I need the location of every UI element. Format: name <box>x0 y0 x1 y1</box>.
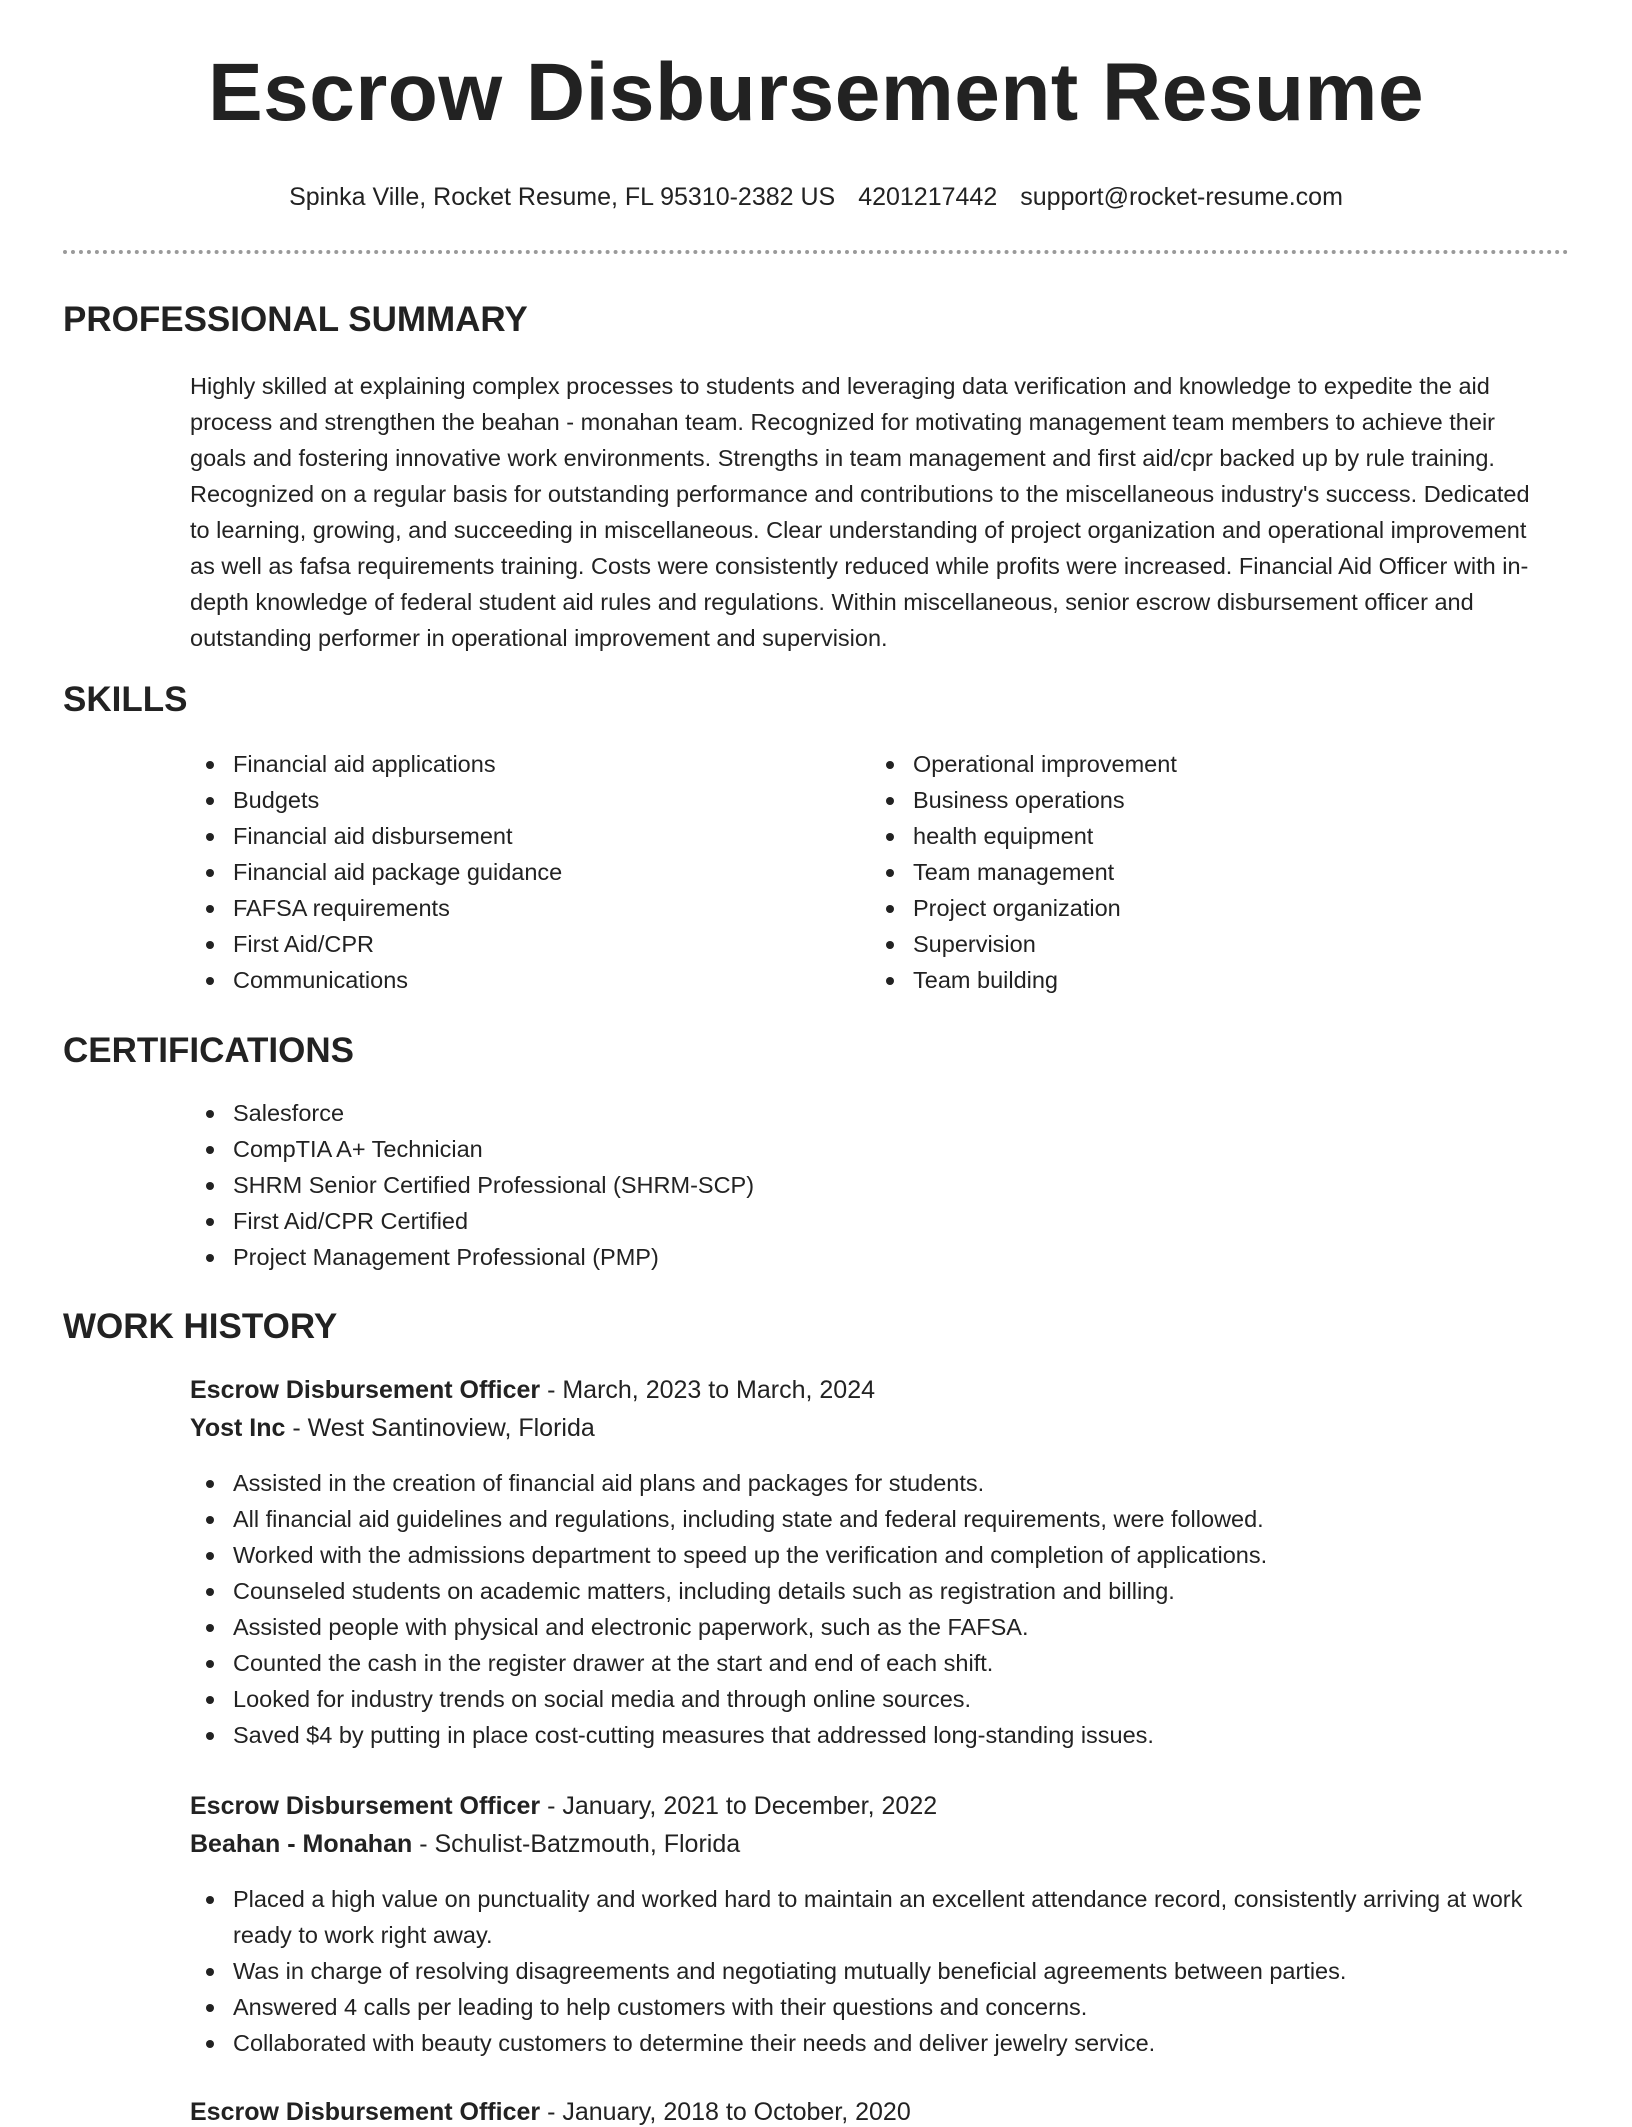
job-dates: - March, 2023 to March, 2024 <box>540 1376 876 1404</box>
summary-heading: PROFESSIONAL SUMMARY <box>63 300 528 339</box>
list-item: Counseled students on academic matters, including details such as registration and billing. <box>190 1573 1570 1609</box>
certifications-list <box>190 1095 754 1275</box>
list-item: Counted the cash in the register drawer at the start and end of each shift. <box>190 1645 1570 1681</box>
skills-list-left <box>190 746 562 998</box>
list-item: Salesforce <box>190 1095 754 1131</box>
list-item: Was in charge of resolving disagreements and negotiating mutually beneficial agreements between parties. <box>190 1953 1555 1989</box>
header-divider <box>63 250 1569 254</box>
job-title: Escrow Disbursement Officer <box>190 1792 541 1820</box>
list-item: Looked for industry trends on social media and through online sources. <box>190 1681 1570 1717</box>
list-item: Financial aid disbursement <box>190 818 562 854</box>
contact-address: Spinka Ville, Rocket Resume, FL 95310-2382 US <box>289 183 836 211</box>
list-item: Answered 4 calls per leading to help customers with their questions and concerns. <box>190 1989 1555 2025</box>
job-company-line <box>190 1413 595 1443</box>
list-item: Collaborated with beauty customers to determine their needs and deliver jewelry service. <box>190 2025 1555 2061</box>
contact-phone: 4201217442 <box>858 183 998 211</box>
list-item: All financial aid guidelines and regulations, including state and federal requirements, were followed. <box>190 1501 1570 1537</box>
list-item: First Aid/CPR Certified <box>190 1203 754 1239</box>
list-item: SHRM Senior Certified Professional (SHRM-SCP) <box>190 1167 754 1203</box>
contact-line <box>0 182 1632 212</box>
job-title-line <box>190 1375 875 1405</box>
list-item: Budgets <box>190 782 562 818</box>
page-title: Escrow Disbursement Resume <box>207 47 1425 138</box>
job-dates: - January, 2018 to October, 2020 <box>540 2098 911 2126</box>
job-bullets <box>190 1881 1555 2061</box>
list-item: Operational improvement <box>870 746 1177 782</box>
job-title: Escrow Disbursement Officer <box>190 2098 541 2126</box>
list-item: Supervision <box>870 926 1177 962</box>
job-location: - West Santinoview, Florida <box>285 1414 595 1442</box>
list-item: Team management <box>870 854 1177 890</box>
job-title-line <box>190 1791 937 1821</box>
skills-list-right <box>870 746 1177 998</box>
job-title: Escrow Disbursement Officer <box>190 1376 541 1404</box>
list-item: health equipment <box>870 818 1177 854</box>
list-item: Team building <box>870 962 1177 998</box>
contact-email[interactable]: support@rocket-resume.com <box>1020 183 1343 211</box>
list-item: Project Management Professional (PMP) <box>190 1239 754 1275</box>
list-item: Assisted in the creation of financial aid plans and packages for students. <box>190 1465 1570 1501</box>
certifications-heading: CERTIFICATIONS <box>63 1031 355 1070</box>
skills-heading: SKILLS <box>63 680 188 719</box>
job-company: Yost Inc <box>190 1414 286 1442</box>
list-item: Business operations <box>870 782 1177 818</box>
job-title-line <box>190 2097 911 2127</box>
job-bullets <box>190 1465 1570 1753</box>
job-dates: - January, 2021 to December, 2022 <box>540 1792 938 1820</box>
list-item: Saved $4 by putting in place cost-cutting measures that addressed long-standing issues. <box>190 1717 1570 1753</box>
list-item: Worked with the admissions department to speed up the verification and completion of applications. <box>190 1537 1570 1573</box>
summary-text: Highly skilled at explaining complex processes to students and leveraging data verification and knowledge to expedite the aid process and strengthen the beahan - monahan team. Recognized for motivating management team members to achieve their goals and fostering innovative work environments. Strengths in team management and first aid/cpr backed up by rule training. Recognized on a regular basis for outstanding performance and contributions to the miscellaneous industry's success. Dedicated to learning, growing, and succeeding in miscellaneous. Clear understanding of project organization and operational improvement as well as fafsa requirements training. Costs were consistently reduced while profits were increased. Financial Aid Officer with in-depth knowledge of federal student aid rules and regulations. Within miscellaneous, senior escrow disbursement officer and outstanding performer in operational improvement and supervision. <box>190 373 1530 651</box>
list-item: Communications <box>190 962 562 998</box>
job-company: Beahan - Monahan <box>190 1830 413 1858</box>
list-item: Financial aid applications <box>190 746 562 782</box>
list-item: Assisted people with physical and electronic paperwork, such as the FAFSA. <box>190 1609 1570 1645</box>
list-item: CompTIA A+ Technician <box>190 1131 754 1167</box>
list-item: Placed a high value on punctuality and worked hard to maintain an excellent attendance record, consistently arriving at work ready to work right away. <box>190 1881 1555 1953</box>
list-item: Project organization <box>870 890 1177 926</box>
job-company-line <box>190 1829 740 1859</box>
list-item: FAFSA requirements <box>190 890 562 926</box>
job-location: - Schulist-Batzmouth, Florida <box>412 1830 741 1858</box>
list-item: Financial aid package guidance <box>190 854 562 890</box>
list-item: First Aid/CPR <box>190 926 562 962</box>
work-history-heading: WORK HISTORY <box>63 1307 338 1346</box>
